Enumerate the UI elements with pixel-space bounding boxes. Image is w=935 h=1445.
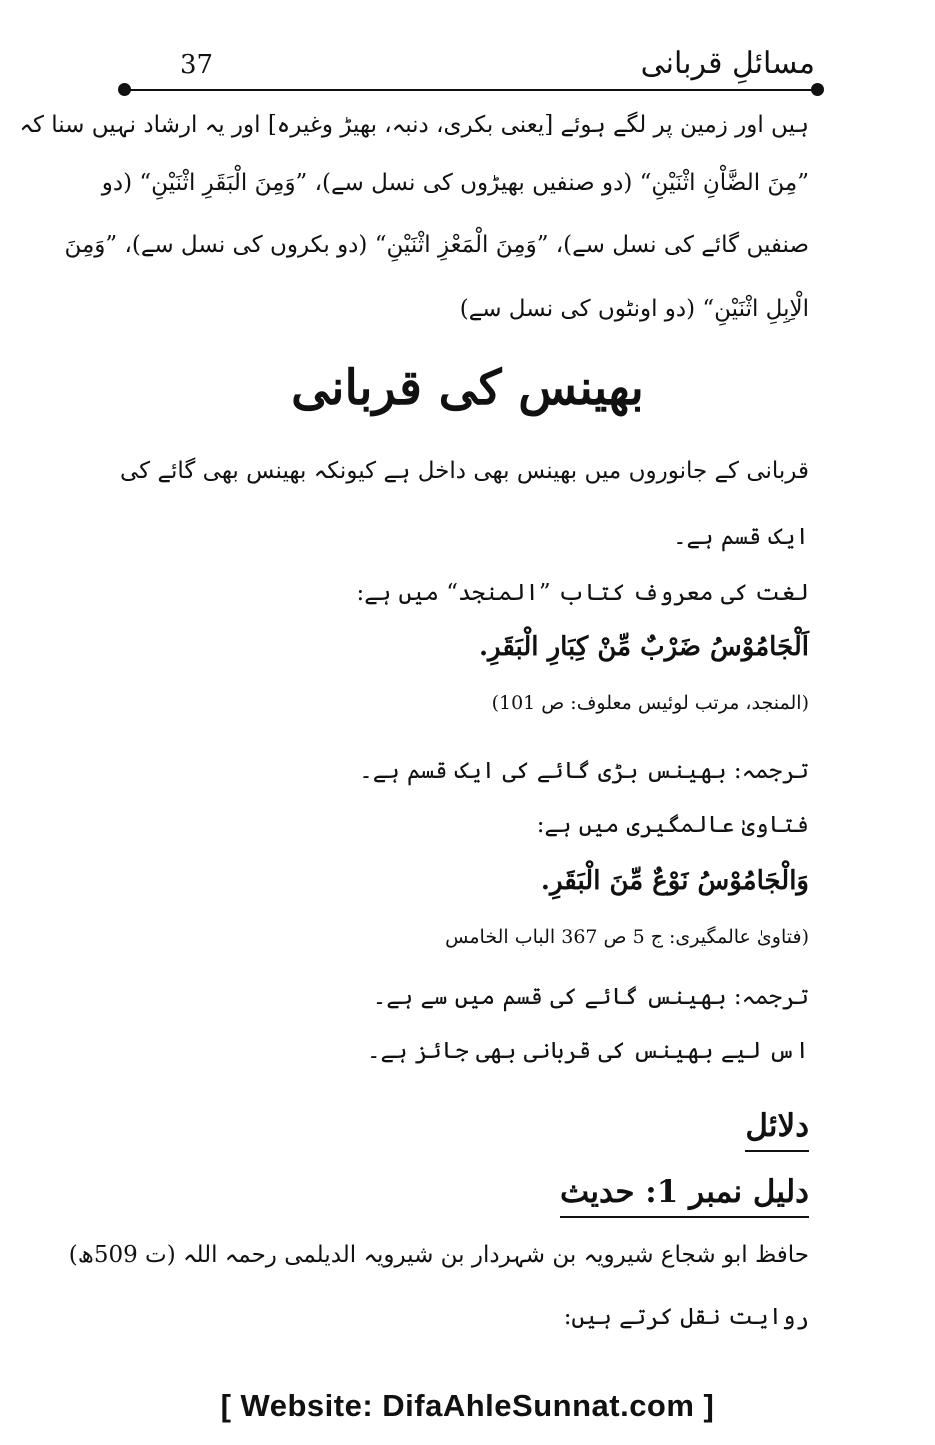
reference-1: (المنجد، مرتب لوئیس معلوف: ص 101): [491, 692, 809, 714]
website-footer: [ Website: DifaAhleSunnat.com ]: [220, 1388, 715, 1423]
running-title: مسائلِ قربانی: [640, 46, 815, 81]
intro-line-2: ”مِنَ الضَّاْنِ اثْنَیْنِ“ (دو صنفیں بھیڑوں کی نسل سے)، ”وَمِنَ الْبَقَرِ اثْنَیْنِ“ (دو: [101, 170, 809, 196]
arabic-quote-1: اَلْجَامُوْسُ ضَرْبٌ مِّنْ کِبَارِ الْبَقَرِ.: [478, 632, 809, 662]
paragraph-line-2: ایک قسم ہے۔: [673, 524, 809, 550]
intro-line-3: صنفیں گائے کی نسل سے)، ”وَمِنَ الْمَعْزِ اثْنَیْنِ“ (دو بکروں کی نسل سے)، ”وَمِنَ: [64, 232, 809, 258]
paragraph-line-1: قربانی کے جانوروں میں بھینس بھی داخل ہے کیونکہ بھینس بھی گائے کی: [120, 458, 809, 484]
page-number: 37: [180, 50, 214, 80]
intro-line-1: ہیں اور زمین پر لگے ہوئے [یعنی بکری، دنبہ، بھیڑ وغیرہ] اور یہ ارشاد نہیں سنا کہ: [19, 112, 809, 138]
dalil-line-1: حافظ ابو شجاع شیرویہ بن شہردار بن شیرویہ الدیلمی رحمہ اللہ (ت 509ھ): [68, 1242, 809, 1268]
fatawa-intro: فتاویٰ عالمگیری میں ہے:: [536, 812, 809, 838]
translation-2: ترجمہ: بھینس گائے کی قسم میں سے ہے۔: [372, 984, 809, 1010]
dalil-line-2: روایت نقل کرتے ہیں:: [563, 1304, 809, 1330]
rule-dot-left: [118, 83, 131, 96]
reference-2: (فتاویٰ عالمگیری: ج 5 ص 367 الباب الخامس: [445, 926, 809, 948]
dalail-title: دلائل: [745, 1108, 809, 1152]
arabic-quote-2: وَالْجَامُوْسُ نَوْعٌ مِّنَ الْبَقَرِ.: [540, 866, 809, 896]
rule-dot-right: [811, 83, 824, 96]
translation-1: ترجمہ: بھینس بڑی گائے کی ایک قسم ہے۔: [359, 758, 809, 784]
conclusion-line: اس لیے بھینس کی قربانی بھی جائز ہے۔: [367, 1038, 809, 1064]
dalil-subtitle: دلیل نمبر 1: حدیث: [560, 1174, 809, 1218]
header-rule: [122, 89, 814, 91]
lughat-intro: لغت کی معروف کتاب ”المنجد“ میں ہے:: [356, 580, 809, 606]
section-heading: بھینس کی قربانی: [291, 360, 644, 416]
intro-line-4: الْاِبِلِ اثْنَیْنِ“ (دو اونٹوں کی نسل سے): [459, 296, 809, 322]
